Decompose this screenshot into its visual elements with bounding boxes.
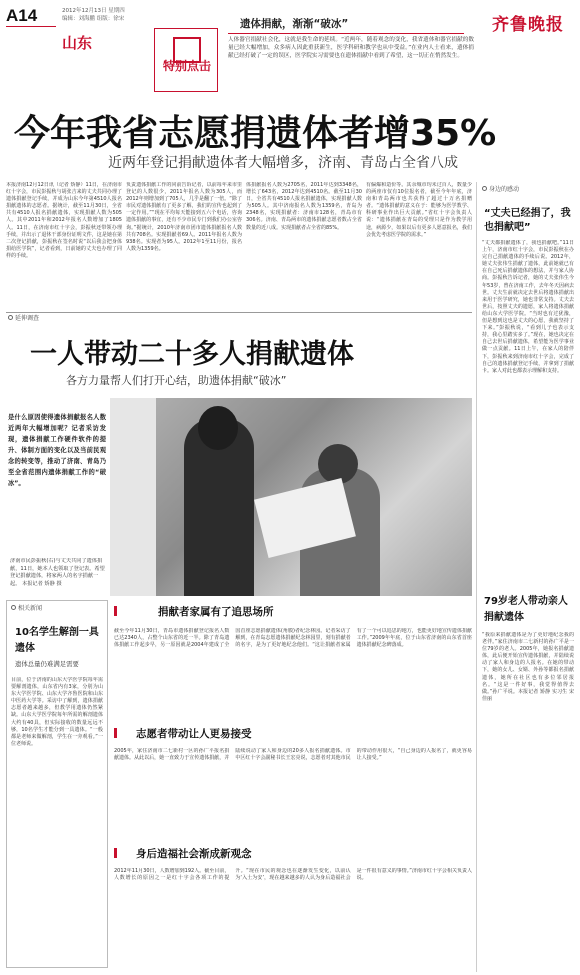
extended-label <box>8 315 39 322</box>
sidebar-divider <box>476 182 477 972</box>
subhead-2 <box>114 726 470 740</box>
photo-poster <box>110 398 156 596</box>
sub1-body: 截至今年11月30日，青岛市遗体捐献登记报名人数已达2340人，占整个山东省的近一半。除了青岛遗体捐献工作起步早，另一原因就是2004年建成了全国首座志愿捐献遗体(角膜)者纪念林园。记者采访了解到，在青岛志愿遗体捐献纪念林园里，刻有捐献者的名字，是为了更好地纪念他们。“这让捐献者家属有了一个可以追思的地方，也能更好地宣传遗体捐献工作。”2009年年底，位于山东省济南的山东省首座遗体捐献纪念碑落成。 <box>114 628 472 649</box>
lead-story-col4: 有偏爆和造价等。其余城市均未过百人，数量少的两座市仅有10位报名者，截至今年年底，济南和青岛两市也共获得了超过十万名捐赠者。“遗体捐献的意义在于：能够为医学教学、科研事业作出巨大贡献。”省红十字会负责人说：“遗体捐献在青岛的受理只是作为教学用途，病源少，如果以后有更多人愿意报名，我们会优先考虑医学院的需求。” <box>366 182 472 238</box>
red-marker <box>114 848 117 858</box>
subhead-3-text: 身后造福社会渐成新观念 <box>136 848 252 860</box>
related-label <box>11 605 42 612</box>
brand-logo: 齐鲁晚报 <box>492 15 564 35</box>
column-logo <box>154 28 218 92</box>
sidebar-label-text: 身边的感动 <box>489 186 520 193</box>
circle-bullet-icon <box>8 315 13 320</box>
lead-story-col3: 体捐献报名人数为2705名，2011年达到3348名，增长了643名，2012年达到4510名。截至11月30日，全省共有4510人报名捐献遗体，实现捐献人数为505人。其中济南报名人数为1359名，青岛为2348名，实现捐献者：济南市128名，青岛市有306名。济南、青岛两市的遗体捐献志愿者数占全省数量的近八成。实现捐献者占全省的85%。 <box>246 182 362 231</box>
second-intro: 是什么原因使得遗体捐献报名人数近两年大幅增加呢？记者采访发现，遗体捐献工作硬件软件的提升、体制方面的变化以及当前民观念的转变等，推动了济南、青岛乃至全省范围内遗体捐献工作的“破冰”。 <box>8 414 106 487</box>
page-number: A14 <box>6 6 38 25</box>
news-photo <box>110 398 472 596</box>
subhead-3 <box>114 846 470 860</box>
related-title: 10名学生解剖一具遗体 <box>15 627 99 654</box>
teaser-rule <box>228 33 464 34</box>
subhead-1-text: 捐献者家属有了追思场所 <box>158 606 274 618</box>
extended-label-text: 延伸调查 <box>15 315 40 322</box>
related-subtitle: 遗体总量仍难满足需要 <box>15 660 79 668</box>
related-label-text: 相关新闻 <box>18 605 43 612</box>
photo-head-left <box>198 406 238 450</box>
sidebar2-title: 79岁老人带动亲人捐献遗体 <box>484 596 568 623</box>
section-name: 山东 <box>62 34 93 52</box>
red-marker <box>114 728 117 738</box>
lead-story-col2: 负责遗体捐献工作的同前告诉记者，以前每年来市里登记的人数很少，2011年报名人数为305人，而2012年则增加到了705人，几乎是翻了一倍。“除了市民对遗体捐献有了更多了解，我们的宣传也起到了一定作用。”“现在平均每天能接到五六个电话，咨询遗体捐献的事宜，还有不少市民专门到我们办公室咨询。”据统计，2010年济南市团市遗体捐献报名人数共有708名。实现捐献者69人。2011年报名人数为938名。实现者为95人。2012年1至11月份，报名人数为1359名。 <box>126 182 242 252</box>
sub2-body: 2005年，家住济南市二七新村一区的孙广平报名捐献遗体。从此以后，她一直致力于宣传遗体捐献，并陆续说动了家人和身边的20多人报名捐献遗体。市中区红十字会副秘书长王宏亮说，志愿者对其他市民的带动作用很大，“自己身边的人报名了，就更容易让人接受。” <box>114 748 472 762</box>
sidebar-label-touching <box>482 186 519 193</box>
related-news-box <box>6 600 108 968</box>
circle-bullet-icon <box>482 186 487 191</box>
column-logo-text: 特别点击 <box>163 59 212 73</box>
second-subheadline: 各方力量帮人们打开心结，助遗体捐献“破冰” <box>66 374 287 387</box>
main-subheadline: 近两年登记捐献遗体者大幅增多，济南、青岛占全省八成 <box>108 155 458 171</box>
subhead-2-text: 志愿者带动让人更易接受 <box>136 728 252 740</box>
issue-date: 2012年12月13日 星期四 <box>62 8 125 14</box>
subhead-1 <box>114 604 470 618</box>
teaser-title: 遗体捐献，渐渐“破冰” <box>240 18 349 30</box>
circle-bullet-icon <box>11 605 16 610</box>
sub3-body: 2012年11月30日，人数增加到192人。截至目前，人数增长的原因之一是红十字会各项工作的提升。“现在市民的观念也在逐渐发生变化，以前认为‘入土为安’，现在越来越多的人认为身后造福社会是一件很有意义的事情。”济南市红十字会相关负责人说。 <box>114 868 472 882</box>
section-divider <box>6 312 472 313</box>
main-headline: 今年我省志愿捐遗体者增35% <box>14 113 497 154</box>
editors-line: 编辑：刘海鹏 组版：徐宋 <box>62 16 125 22</box>
sidebar-text: “丈夫都捐献遗体了，我也捐献吧。”11日上午，济南市红十字会，市民彭振秋在办完自己捐献遗体的手续后说。2012年，她丈夫张伟生捐献了遗体，此前她就已有在自己死后捐献遗体的想法，并与家人协商。彭振秋告诉记者，她的丈夫张伟生今年53岁，曾在济南工作，去年冬天因病去世。丈夫生前就决定去世后将遗体捐献出来用于医学研究，她也非常支持。丈夫去世后，按照丈夫的遗愿，家人将遗体捐献给山东大学医学院。“当时也有过犹豫，但是想到这也是丈夫的心愿，我就坚持了下来。”彭振秋说，“看到儿子也表示支持，我心里踏实多了。”现在，她也决定在自己去世后捐献遗体，希望能为医学事业做一点贡献。11日上午，在家人的陪伴下，彭振秋来到济南市红十字会，完成了自己的遗体捐献登记手续，并拿到了捐献卡。家人对此也都表示理解和支持。 <box>482 240 574 374</box>
related-text: 目前，位于济南的山东大学医学院每年需要解剖遗体，山东省内有3家，分别为山东大学医学院、山东大学齐鲁医院和山东中医药大学等。采访中了解到，遗体捐献志愿者越来越多，但教学用遗体仍然紧缺。山东大学医学院每年所需的解剖遗体大约有40具，但实际接收的数量远远不够，10名学生才能分到一具遗体。“一般都是老师来做解剖，学生在一旁观看。”一位老师说。 <box>11 677 103 747</box>
sidebar-title: “丈夫已经捐了，我也捐献吧” <box>484 208 571 233</box>
masthead <box>0 0 580 112</box>
photo-caption: 济南市民彭振秋(右)与丈夫共同了遗体捐献，11日，她本人也领取了登记表。希望登记捐献遗体，将家两人的名字捐献一起。 本报记者 矫静 摄 <box>10 558 105 587</box>
second-headline: 一人带动二十多人捐献遗体 <box>30 339 354 370</box>
sidebar2-text: “我原来捐献遗体是为了更好地纪念我的老伴。”家住济南市二七新村的孙广平是一位79岁的老人。2005年，她报名捐献遗体，此后便开始宣传遗体捐献，并陆续说动了家人和身边的人报名。在她的带动下，她的女儿、女婿、外孙等都报名捐献遗体，她所在社区也有多位邻居报名。“这是一件好事，我觉得值得去做。”孙广平说。本报记者 矫静 实习生 宋佳丽 <box>482 632 574 702</box>
teaser-text: 人体器官捐献社会化，这就是我生命的延续。“近两年，随着观念的变化，我省遗体和器官捐献的数量已经大幅增加，众多病人因此重获新生，医学科研和教学也从中受益。”在业内人士看来，遗体捐献已经打破了一定的误区，医学院实习需要也在遗体捐献中看到了希望，这一切正在悄然发生。 <box>228 37 474 59</box>
lead-story-col1: 本报济南12月12日讯（记者 矫静）11日，在济南市红十字会，市民彭振秋与胡张吉来的丈夫共同办理了遗体捐献登记手续，并成为山东今年第4510人报名捐献遗体的志愿者。据统计，截至11月30日，全省共有4510人报名捐献遗体，实现捐献人数为505人。其中2011年和2012年报名人数增加了1805人。11日，在济南市红十字会，彭振秋还带领办理手续，并出示了退休干部身份证明文件，这是她在第二次登记捐献，彭振秋在签名时说“以后我会把身体捐给医学院”，记者看到，日前她的丈夫也办理了同样的手续。 <box>6 182 122 259</box>
red-marker <box>114 606 117 616</box>
masthead-rule <box>6 26 56 27</box>
